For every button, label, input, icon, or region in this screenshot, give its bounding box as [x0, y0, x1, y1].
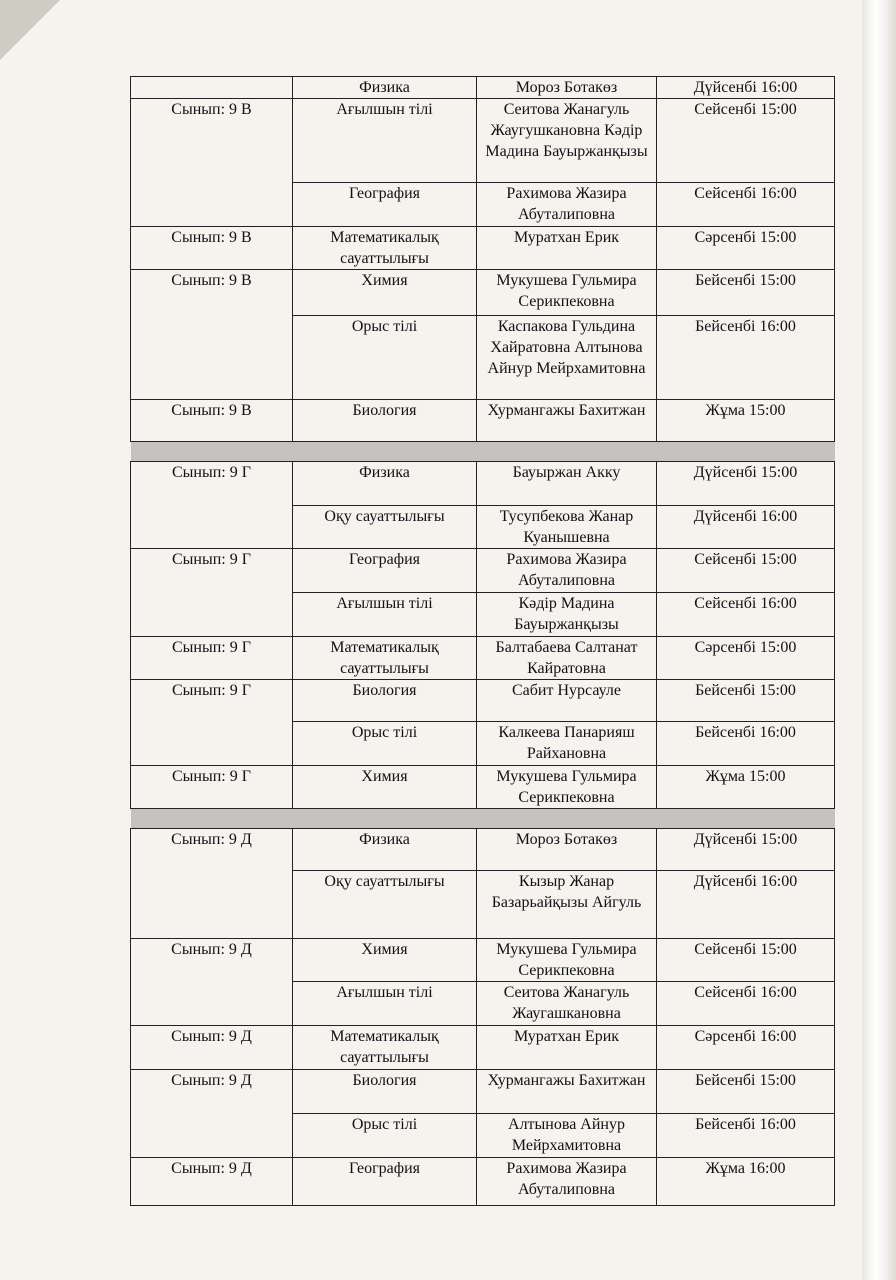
teacher-cell: Калкеева Панарияш Райхановна	[477, 722, 657, 766]
paper-edge	[862, 0, 896, 1280]
table-row	[131, 766, 835, 809]
subject-cell: Орыс тілі	[293, 316, 477, 400]
subject-cell: Оқу сауаттылығы	[293, 871, 477, 939]
section-separator	[131, 809, 835, 829]
time-cell: Дүйсенбі 15:00	[657, 829, 835, 871]
teacher-cell: Кызыр Жанар Базарьайқызы Айгуль	[477, 871, 657, 939]
table-row	[131, 77, 835, 99]
time-cell: Сәрсенбі 16:00	[657, 1026, 835, 1070]
table-row	[131, 1070, 835, 1114]
time-cell: Сәрсенбі 15:00	[657, 637, 835, 680]
teacher-cell: Мороз Ботакөз	[477, 77, 657, 99]
time-cell: Дүйсенбі 15:00	[657, 462, 835, 506]
teacher-cell: Сеитова Жанагуль Жаугашкановна	[477, 982, 657, 1026]
time-cell: Сейсенбі 15:00	[657, 939, 835, 982]
teacher-cell: Хурмангажы Бахитжан	[477, 1070, 657, 1114]
teacher-cell: Мороз Ботакөз	[477, 829, 657, 871]
time-cell: Жұма 16:00	[657, 1158, 835, 1206]
teacher-cell: Муратхан Ерик	[477, 227, 657, 270]
table-row	[131, 227, 835, 270]
time-cell: Бейсенбі 15:00	[657, 270, 835, 316]
subject-cell: Физика	[293, 462, 477, 506]
time-cell: Сәрсенбі 15:00	[657, 227, 835, 270]
class-cell: Сынып: 9 Г	[131, 680, 293, 766]
time-cell: Сейсенбі 15:00	[657, 549, 835, 593]
table-row	[131, 1026, 835, 1070]
time-cell: Сейсенбі 16:00	[657, 593, 835, 637]
subject-cell: Математикалық сауаттылығы	[293, 637, 477, 680]
subject-cell: География	[293, 1158, 477, 1206]
teacher-cell: Хурмангажы Бахитжан	[477, 400, 657, 442]
subject-cell: Химия	[293, 939, 477, 982]
subject-cell: Математикалық сауаттылығы	[293, 1026, 477, 1070]
teacher-cell: Кәдір Мадина Бауыржанқызы	[477, 593, 657, 637]
table-row	[131, 400, 835, 442]
schedule-table	[130, 76, 835, 1206]
teacher-cell: Балтабаева Салтанат Кайратовна	[477, 637, 657, 680]
subject-cell: Ағылшын тілі	[293, 99, 477, 183]
class-cell: Сынып: 9 Г	[131, 766, 293, 809]
time-cell: Сейсенбі 16:00	[657, 982, 835, 1026]
table-row	[131, 462, 835, 506]
class-cell: Сынып: 9 Д	[131, 1158, 293, 1206]
class-cell: Сынып: 9 Д	[131, 829, 293, 939]
teacher-cell: Мукушева Гульмира Серикпековна	[477, 270, 657, 316]
teacher-cell: Рахимова Жазира Абуталиповна	[477, 183, 657, 227]
teacher-cell: Сабит Нурсауле	[477, 680, 657, 722]
subject-cell: Биология	[293, 680, 477, 722]
teacher-cell: Мукушева Гульмира Серикпековна	[477, 766, 657, 809]
class-cell: Сынып: 9 Г	[131, 549, 293, 637]
time-cell: Сейсенбі 15:00	[657, 99, 835, 183]
time-cell: Дүйсенбі 16:00	[657, 871, 835, 939]
subject-cell: Биология	[293, 1070, 477, 1114]
class-cell: Сынып: 9 В	[131, 270, 293, 400]
table-row	[131, 270, 835, 316]
teacher-cell: Тусупбекова Жанар Куанышевна	[477, 506, 657, 549]
subject-cell: Ағылшын тілі	[293, 982, 477, 1026]
subject-cell: Ағылшын тілі	[293, 593, 477, 637]
time-cell: Бейсенбі 16:00	[657, 316, 835, 400]
class-cell: Сынып: 9 Д	[131, 1070, 293, 1158]
teacher-cell: Рахимова Жазира Абуталиповна	[477, 549, 657, 593]
time-cell: Бейсенбі 16:00	[657, 1114, 835, 1158]
teacher-cell: Мукушева Гульмира Серикпековна	[477, 939, 657, 982]
subject-cell: Орыс тілі	[293, 722, 477, 766]
subject-cell: География	[293, 549, 477, 593]
subject-cell: Физика	[293, 77, 477, 99]
teacher-cell: Сеитова Жанагуль Жаугушкановна Кәдір Мадина Бауыржанқызы	[477, 99, 657, 183]
time-cell: Дүйсенбі 16:00	[657, 506, 835, 549]
time-cell: Жұма 15:00	[657, 766, 835, 809]
subject-cell: Физика	[293, 829, 477, 871]
teacher-cell: Рахимова Жазира Абуталиповна	[477, 1158, 657, 1206]
table-row	[131, 829, 835, 871]
subject-cell: Оқу сауаттылығы	[293, 506, 477, 549]
teacher-cell: Муратхан Ерик	[477, 1026, 657, 1070]
time-cell: Бейсенбі 15:00	[657, 680, 835, 722]
class-cell: Сынып: 9 В	[131, 227, 293, 270]
class-cell: Сынып: 9 В	[131, 99, 293, 227]
table-row	[131, 939, 835, 982]
subject-cell: География	[293, 183, 477, 227]
time-cell: Сейсенбі 16:00	[657, 183, 835, 227]
subject-cell: Орыс тілі	[293, 1114, 477, 1158]
time-cell: Бейсенбі 16:00	[657, 722, 835, 766]
class-cell: Сынып: 9 Г	[131, 462, 293, 549]
table-row	[131, 1158, 835, 1206]
subject-cell: Биология	[293, 400, 477, 442]
time-cell: Жұма 15:00	[657, 400, 835, 442]
teacher-cell: Алтынова Айнур Мейрхамитовна	[477, 1114, 657, 1158]
teacher-cell: Каспакова Гульдина Хайратовна Алтынова Айнур Мейрхамитовна	[477, 316, 657, 400]
subject-cell: Химия	[293, 270, 477, 316]
section-separator	[131, 442, 835, 462]
time-cell: Бейсенбі 15:00	[657, 1070, 835, 1114]
class-cell: Сынып: 9 Г	[131, 637, 293, 680]
class-cell	[131, 77, 293, 99]
subject-cell: Химия	[293, 766, 477, 809]
time-cell: Дүйсенбі 16:00	[657, 77, 835, 99]
teacher-cell: Бауыржан Акку	[477, 462, 657, 506]
table-row	[131, 637, 835, 680]
class-cell: Сынып: 9 В	[131, 400, 293, 442]
class-cell: Сынып: 9 Д	[131, 1026, 293, 1070]
table-row	[131, 680, 835, 722]
table-row	[131, 549, 835, 593]
table-row	[131, 99, 835, 183]
subject-cell: Математикалық сауаттылығы	[293, 227, 477, 270]
class-cell: Сынып: 9 Д	[131, 939, 293, 1026]
